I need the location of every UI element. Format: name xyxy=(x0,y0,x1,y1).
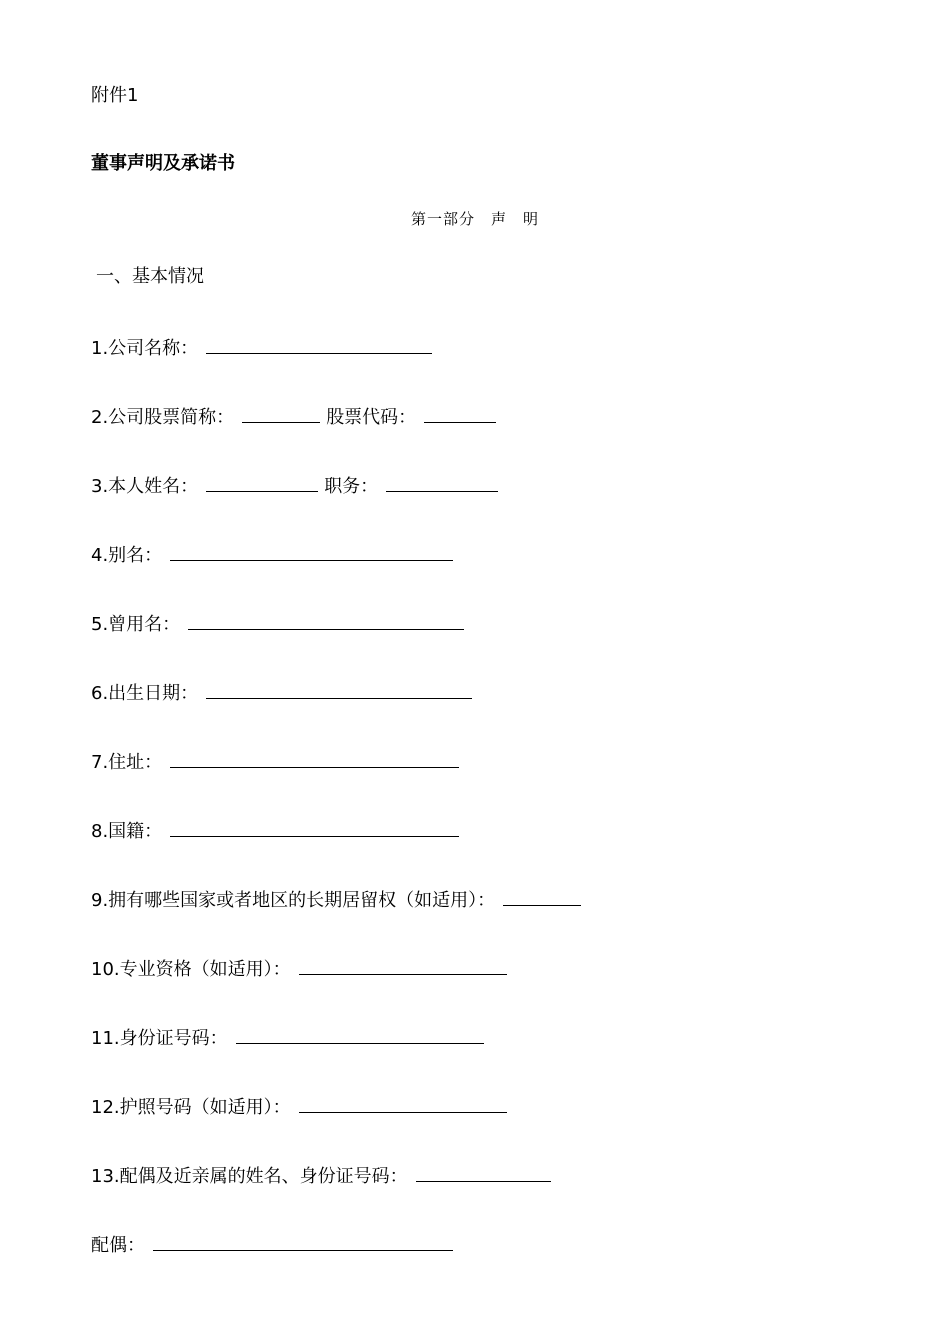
spouse-label: 配偶： xyxy=(91,1235,145,1256)
id-number-row xyxy=(91,1024,484,1051)
person-name-label: 3.本人姓名： xyxy=(91,476,199,497)
residency-label: 9.拥有哪些国家或者地区的长期居留权（如适用）： xyxy=(91,890,496,911)
passport-row xyxy=(91,1093,507,1120)
document-title: 董事声明及承诺书 xyxy=(91,153,235,174)
address-label: 7.住址： xyxy=(91,752,163,773)
former-name-row xyxy=(91,610,464,637)
alias-row xyxy=(91,541,453,568)
company-name-row xyxy=(91,334,432,361)
former-name-blank[interactable] xyxy=(188,610,464,630)
position-blank[interactable] xyxy=(386,472,498,492)
alias-label: 4.别名： xyxy=(91,545,163,566)
stock-code-label: 股票代码： xyxy=(326,407,417,428)
stock-abbr-blank[interactable] xyxy=(242,403,320,423)
qualification-row xyxy=(91,955,507,982)
former-name-label: 5.曾用名： xyxy=(91,614,181,635)
id-number-blank[interactable] xyxy=(236,1024,484,1044)
qualification-label: 10.专业资格（如适用）： xyxy=(91,959,291,980)
id-number-label: 11.身份证号码： xyxy=(91,1028,228,1049)
position-label: 职务： xyxy=(324,476,379,497)
nationality-row xyxy=(91,817,459,844)
nationality-label: 8.国籍： xyxy=(91,821,163,842)
company-name-label: 1.公司名称： xyxy=(91,338,199,359)
stock-abbr-label: 2.公司股票简称： xyxy=(91,407,235,428)
spouse-row xyxy=(91,1231,453,1258)
relatives-label: 13.配偶及近亲属的姓名、身份证号码： xyxy=(91,1166,408,1187)
birth-date-row xyxy=(91,679,472,706)
relatives-row xyxy=(91,1162,551,1189)
qualification-blank[interactable] xyxy=(299,955,507,975)
residency-blank[interactable] xyxy=(503,886,581,906)
relatives-blank[interactable] xyxy=(416,1162,551,1182)
address-blank[interactable] xyxy=(170,748,459,768)
passport-label: 12.护照号码（如适用）： xyxy=(91,1097,291,1118)
residency-row xyxy=(91,886,581,913)
attachment-label: 附件1 xyxy=(91,85,139,106)
passport-blank[interactable] xyxy=(299,1093,507,1113)
stock-code-blank[interactable] xyxy=(424,403,496,423)
address-row xyxy=(91,748,459,775)
stock-row xyxy=(91,403,496,430)
person-row xyxy=(91,472,498,499)
person-name-blank[interactable] xyxy=(206,472,318,492)
nationality-blank[interactable] xyxy=(170,817,459,837)
section-heading: 一、基本情况 xyxy=(96,266,204,287)
birth-date-blank[interactable] xyxy=(206,679,472,699)
company-name-blank[interactable] xyxy=(206,334,432,354)
alias-blank[interactable] xyxy=(170,541,453,561)
spouse-blank[interactable] xyxy=(153,1231,453,1251)
part-heading: 第一部分 声 明 xyxy=(410,210,539,228)
birth-date-label: 6.出生日期： xyxy=(91,683,199,704)
